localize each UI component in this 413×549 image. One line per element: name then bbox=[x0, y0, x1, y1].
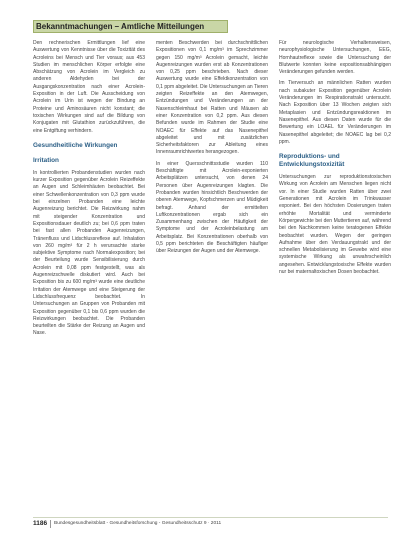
journal-citation: Bundesgesundheitsblatt - Gesundheitsforschung - Gesundheitsschutz 9 · 2011 bbox=[54, 521, 222, 526]
body-paragraph: Im Tierversuch an männlichen Ratten wurden nach subakuter Exposition gegenüber Acrolein Veränderungen im Respirationstrakt untersucht. Nach Exposition über 13 Wochen zeigten sich Metaplasien und Entzündungsreaktionen im Nasenepithel. Aus diesen Daten wurde für die Bewertung ein LOAEL für Veränderungen im Nasenepithel abgeleitet; die NOAEC lag bei 0,2 ppm. bbox=[279, 80, 391, 145]
body-paragraph: Für neurologische Verhaltensweisen, neurophysiologische Untersuchungen, EEG, Hornhautreflexe sowie die Untersuchung der Blutwerte konnten keine expositionsabhängigen Veränderungen gefunden werden. bbox=[279, 40, 391, 76]
section-header-band bbox=[33, 20, 228, 33]
section-heading: Gesundheitliche Wirkungen bbox=[33, 141, 118, 149]
text-column-2 bbox=[156, 40, 268, 515]
body-paragraph: menten Beschwerden bei durchschnittlichen Expositionen von 0,1 mg/m³ im Sprechzimmer gegen 150 mg/m³ Acrolein gemacht, leichte Augenreizungen wurden erst ab Konzentrationen von 0,25 ppm beschrieben. Nach dieser Auswertung wurde eine Effektkonzentration von 0,1 ppm abgeleitet. Die Untersuchungen an Tieren zeigten Reizeffekte an den Atemwegen, Entzündungen und Veränderungen an der Nasenschleimhaut bei Ratten und Mäusen ab einer Konzentration von 0,2 ppm. Aus diesen Befunden wurde im Rahmen der Studie eine NOAEC für Effekte auf das Nasenepithel abgeleitet und mit zusätzlichen Sicherheitsfaktoren zur Ableitung eines Innenraumrichtwertes herangezogen. bbox=[156, 40, 268, 156]
body-paragraph: Den rechnerischen Ermittlungen lief eine Auswertung von Kenntnisse über die Toxizität des Acroleins bei Mensch und Tier voraus; aus 453 Studien im menschlichen Körper erfolgte eine Abschätzung von Acrolein im Vergleich zu anderen Aldehyden bei der Ausgangskonzentration nach einer Acrolein-Exposition in der Luft. Die Ausscheidung von Acrolein im Urin ist wegen der Bindung an Proteine und Aminosäuren nicht konstant; die toxischen Wirkungen sind auf die Bildung von Konjugaten mit Glutathion zurückzuführen, die eine Entgiftung verhindern. bbox=[33, 40, 145, 134]
section-heading: Reproduktions- und Entwicklungstoxizität bbox=[279, 153, 345, 169]
text-column-1 bbox=[33, 40, 145, 515]
section-title: Bekanntmachungen – Amtliche Mitteilungen bbox=[36, 22, 205, 31]
section-heading: Irritation bbox=[33, 156, 59, 164]
body-paragraph: Untersuchungen zur reproduktionstoxischen Wirkung von Acrolein am Menschen liegen nicht vor. In einer Studie wurden Ratten über zwei Generationen mit Acrolein im Trinkwasser exponiert. Bei den höchsten Dosierungen traten erhöhte Mortalität und verminderte Körpergewichte bei den Muttertieren auf, während bei den Nachkommen keine teratogenen Effekte beobachtet wurden. Wegen der geringen Aufnahme über den Verdauungstrakt und der schnellen Metabolisierung im Gewebe wird eine systemische Wirkung als unwahrscheinlich angesehen. Entwicklungstoxische Effekte wurden nur bei maternaltoxischen Dosen beobachtet. bbox=[279, 174, 391, 276]
text-column-3 bbox=[279, 40, 391, 515]
footer-divider bbox=[33, 517, 388, 518]
footer-separator bbox=[50, 520, 51, 528]
body-paragraph: In kontrollierten Probandenstudien wurden nach kurzer Exposition gegenüber Acrolein Reizeffekte an Augen und Schleimhäuten beobachtet. Bei einer Schwellenkonzentration von 0,3 ppm wurde bei einzelnen Probanden eine leichte Augenreizung berichtet. Die Reizwirkung nahm mit steigender Konzentration und Expositionsdauer deutlich zu; bei 0,6 ppm traten bei fast allen Probanden Augenreizungen, Tränenfluss und Lidschlussreflexe auf. Inhalation von 260 mg/m³ für 2 h verursachte starke subjektive Symptome nach Normalexposition; bei der Beurteilung wurde Sensibilisierung durch Acrolein mit 0,08 ppm festgestellt, was als Augenreizschwelle diskutiert wird. Auch bei Exposition bis zu 600 mg/m³ wurde eine deutliche Irritation der Atemwege und eine Steigerung der Lidschlussfrequenz beobachtet. In Untersuchungen an Gruppen von Probanden mit Exposition gegenüber 0,1 bis 0,6 ppm wurden die Reizwirkungen beobachtet. Die Probanden beurteilten die Stärke der Reizung an Augen und Nase. bbox=[33, 169, 145, 337]
page-number: 1186 bbox=[33, 520, 48, 527]
body-paragraph: In einer Quersschnittsstudie wurden 110 Beschäftigte mit Acrolein-exponierten Arbeitsplätzen untersucht, von denen 24 Personen über Augenreizungen klagten. Die Probanden wurden hinsichtlich Beschwerden der oberen Atemwege, Kopfschmerzen und Müdigkeit befragt. Anhand der ermittelten Luftkonzentrationen ergab sich ein Zusammenhang zwischen der Häufigkeit der Symptome und der Acroleinbelastung am Arbeitsplatz. Bei Konzentrationen oberhalb von 0,5 ppm berichteten die Beschäftigten häufiger über Reizungen der Augen und der Atemwege. bbox=[156, 160, 268, 255]
